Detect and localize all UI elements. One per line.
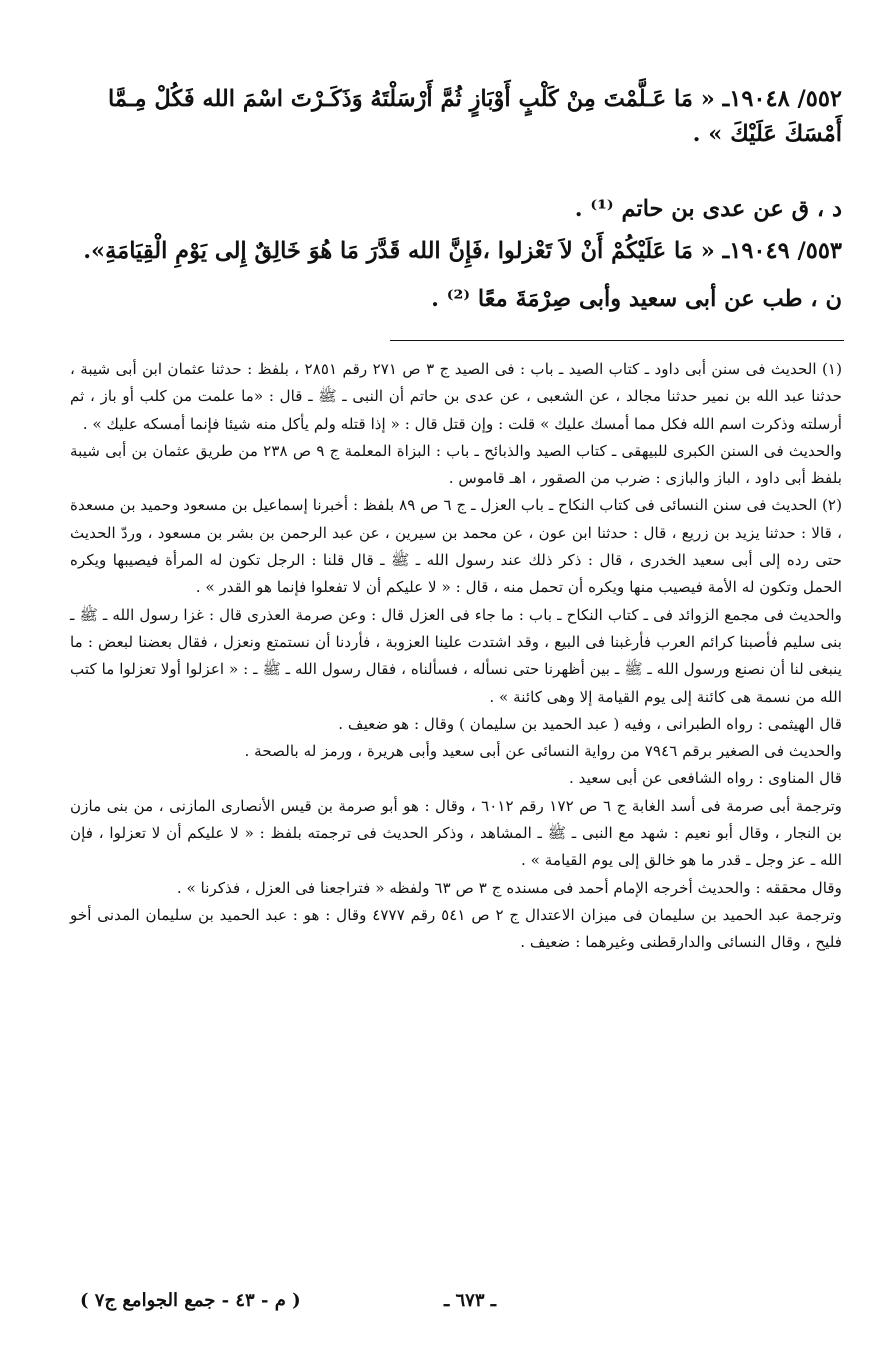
footnote-1: (١) الحديث فى سنن أبى داود ـ كتاب الصيد ـ باب : فى الصيد ج ٣ ص ٢٧١ رقم ٢٨٥١ ، بلفظ : حدثنا عثمان ابن أبى شيبة ، حدثنا عبد الله بن نمير حدثنا مجالد ، عن الشعبى ، عن عدى بن حاتم أن النبى ـ ﷺ ـ قال : «ما علمت من كلب أو باز ، ثم أرسلته وذكرت اسم الله فكل مما أمسك عليك » قلت : وإن قتل قال : « إذا قتله ولم يأكل منه شيئا فإنما أمسكه عليك » .	[70, 360, 843, 433]
hadith-552-text-line2: أَمْسَكَ عَلَيْكَ » .	[692, 120, 842, 147]
footnote-2-haythami: قال الهيثمى : رواه الطبرانى ، وفيه ( عبد الحميد بن سليمان ) وقال : هو ضعيف .	[338, 714, 842, 733]
book-signature: ( م - ٤٣ - جمع الجوامع ج٧ )	[80, 1290, 301, 1311]
hadith-552-text-line1: ٥٥٢/ ١٩٠٤٨ـ « مَا عَـلَّمْتَ مِنْ كَلْبٍ أَوْبَازٍ ثُمَّ أَرْسَلْتَهُ وَذَكَـرْتَ اسْمَ الله فَكُلْ مِـمَّا	[108, 86, 842, 112]
footnote-2-usd-alghaba: وترجمة أبى صرمة فى أسد الغابة ج ٦ ص ١٧٢ رقم ٦٠١٢ ، وقال : هو أبو صرمة بن قيس الأنصارى المازنى ، من بنى مازن بن النجار ، وقال أبو نعيم : شهد مع النبى ـ ﷺ ـ المشاهد ، وذكر الحديث فى ترجمته بلفظ : « لا عليكم أن لا تعزلوا ، فإن الله ـ عز وجل ـ قدر ما هو خالق إلى يوم القيامة » .	[70, 796, 843, 870]
hadith-552-source: د ، ق عن عدى بن حاتم ⁽¹⁾ .	[574, 196, 842, 222]
footnote-2-munawi: قال المناوى : رواه الشافعى عن أبى سعيد .	[569, 769, 842, 788]
footnote-2-mizan: وترجمة عبد الحميد بن سليمان فى ميزان الاعتدال ج ٢ ص ٥٤١ رقم ٤٧٧٧ وقال : هو : عبد الحميد بن سليمان المدنى أخو فليح ، وقال النسائى والدارقطنى وغيرهما : ضعيف .	[70, 905, 842, 952]
footnotes	[70, 356, 842, 957]
footnote-1-bayhaqi: والحديث فى السنن الكبرى للبيهقى ـ كتاب الصيد والذبائح ـ باب : البزاة المعلمة ج ٩ ص ٢٣٨ من طريق عثمان بن أبى شيبة بلفظ أبى داود ، الباز والبازى : ضرب من الصقور ، اهـ قاموس .	[70, 441, 842, 488]
hadith-552	[72, 82, 842, 152]
hadith-553-text: ٥٥٣/ ١٩٠٤٩ـ « مَا عَلَيْكُمْ أَنْ لاَ تَعْزلوا ،فَإِنَّ الله قَدَّرَ مَا هُوَ خَالِقٌ إِلى يَوْمِ الْقِيَامَةِ».	[83, 238, 842, 264]
footnote-2-muhaqqiq: وقال محققه : والحديث أخرجه الإمام أحمد فى مسنده ج ٣ ص ٦٣ ولفظه « فتراجعنا فى العزل ، فذكرنا » .	[176, 878, 842, 897]
footnote-2-majma: والحديث فى مجمع الزوائد فى ـ كتاب النكاح ـ باب : ما جاء فى العزل قال : وعن صرمة العذرى قال : غزا رسول الله ـ ﷺ ـ بنى سليم فأصبنا كرائم العرب فأرغبنا فى البيع ، وقد اشتدت علينا العزوبة ، فأردنا أن نستمتع ونعزل ، فقال بعضنا لبعض : ما ينبغى لنا أن نصنع ورسول الله ـ ﷺ ـ بين أظهرنا حتى نسأله ، فسألناه ، فقال رسول الله ـ ﷺ ـ : « اعزلوا أولا تعزلوا ما كتب الله من نسمة هى كائنة إلى يوم القيامة إلا وهى كائنة » .	[70, 605, 842, 706]
page-number: ـ ٦٧٣ ـ	[443, 1290, 497, 1311]
footnote-separator	[390, 340, 844, 341]
footnote-2-saghir: والحديث فى الصغير برقم ٧٩٤٦ من رواية النسائى عن أبى سعيد وأبى هريرة ، ورمز له بالصحة .	[244, 742, 842, 761]
hadith-553-source: ن ، طب عن أبى سعيد وأبى صِرْمَةَ معًا ⁽²⁾ .	[431, 286, 842, 312]
footnote-2: (٢) الحديث فى سنن النسائى فى كتاب النكاح ـ باب العزل ـ ج ٦ ص ٨٩ بلفظ : أخبرنا إسماعيل بن مسعود وحميد بن مسعدة ، قالا : حدثنا يزيد بن زريع ، قال : حدثنا ابن عون ، عن محمد بن سيرين ، عن عبد الرحمن بن بشر بن مسعود ، وردّ الحديث حتى رده إلى أبى سعيد الخدرى ، قال : ذكر ذلك عند رسول الله ـ ﷺ ـ قال قلنا : الرجل تكون له المرأة فيصيبها ويكره الحمل وتكون له الأمة فيصيب منها ويكره أن تحمل منه ، قال : « لا عليكم أن لا تفعلوا فإنما هو القدر » .	[70, 496, 842, 597]
